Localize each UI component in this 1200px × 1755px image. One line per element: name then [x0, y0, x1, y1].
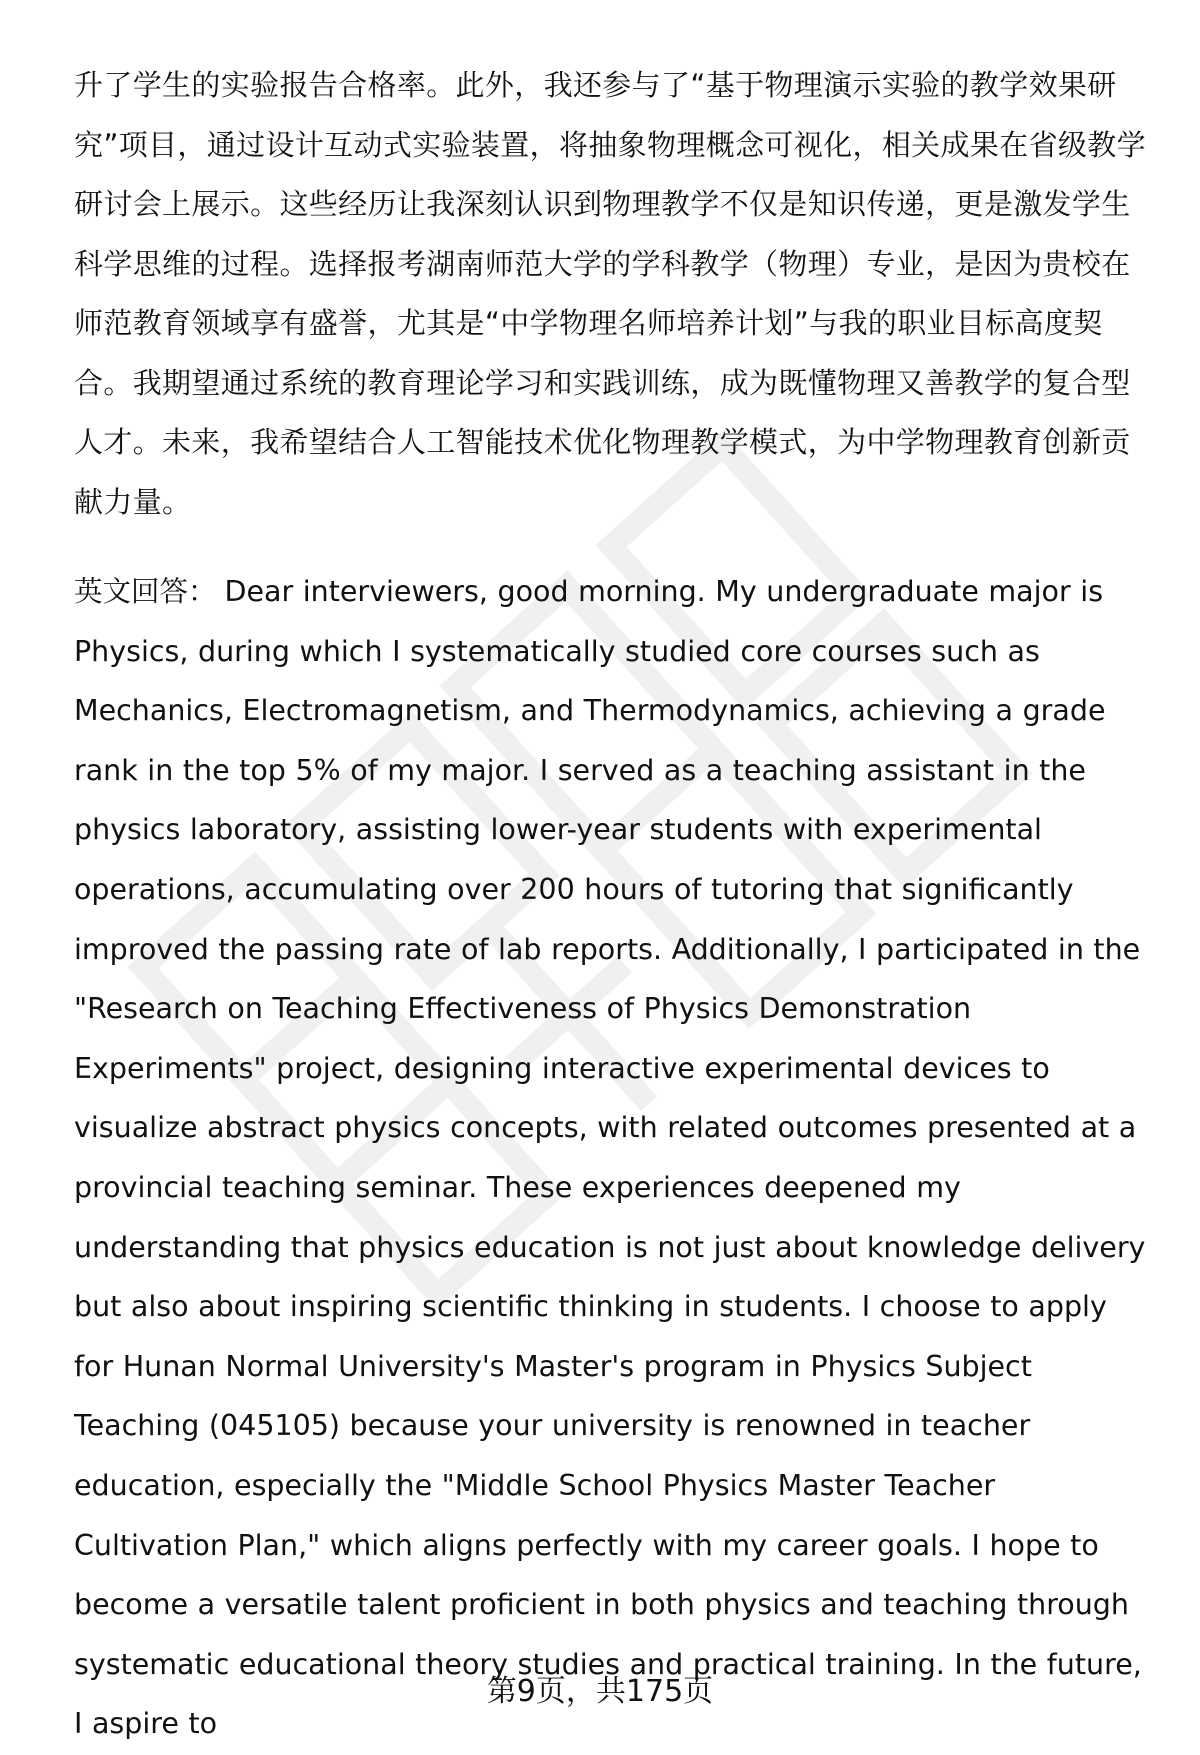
- english-answer-text: Dear interviewers, good morning. My undergraduate major is Physics, during which I systematically studied core courses such as Mechanics, Electromagnetism, and Thermodynamics, achieving a grade rank in the top 5% of my major. I served as a teaching assistant in the physics laboratory, assisting lower-year students with experimental operations, accumulating over 200 hours of tutoring that significantly improved the passing rate of lab reports. Additionally, I participated in the "Research on Teaching Effectiveness of Physics Demonstration Experiments" project, designing interactive experimental devices to visualize abstract physics concepts, with related outcomes presented at a provincial teaching seminar. These experiences deepened my understanding that physics education is not just about knowledge delivery but also about inspiring scientific thinking in students. I choose to apply for Hunan Normal University's Master's program in Physics Subject Teaching (045105) because your university is renowned in teacher education, especially the "Middle School Physics Master Teacher Cultivation Plan," which aligns perfectly with my career goals. I hope to become a versatile talent proficient in both physics and teaching through systematic educational theory studies and practical training. In the future, I aspire to: [74, 575, 1146, 1741]
- chinese-answer-paragraph: 升了学生的实验报告合格率。此外，我还参与了“基于物理演示实验的教学效果研究”项目，通过设计互动式实验装置，将抽象物理概念可视化，相关成果在省级教学研讨会上展示。这些经历让我深刻认识到物理教学不仅是知识传递，更是激发学生科学思维的过程。选择报考湖南师范大学的学科教学（物理）专业，是因为贵校在师范教育领域享有盛誉，尤其是“中学物理名师培养计划”与我的职业目标高度契合。我期望通过系统的教育理论学习和实践训练，成为既懂物理又善教学的复合型人才。未来，我希望结合人工智能技术优化物理教学模式，为中学物理教育创新贡献力量。: [74, 68, 1146, 519]
- english-answer-paragraph: [74, 562, 1154, 1754]
- page-number-footer: 第9页，共175页: [486, 1674, 714, 1709]
- document-body: [74, 56, 1154, 1754]
- english-answer-label: 英文回答：: [74, 575, 217, 608]
